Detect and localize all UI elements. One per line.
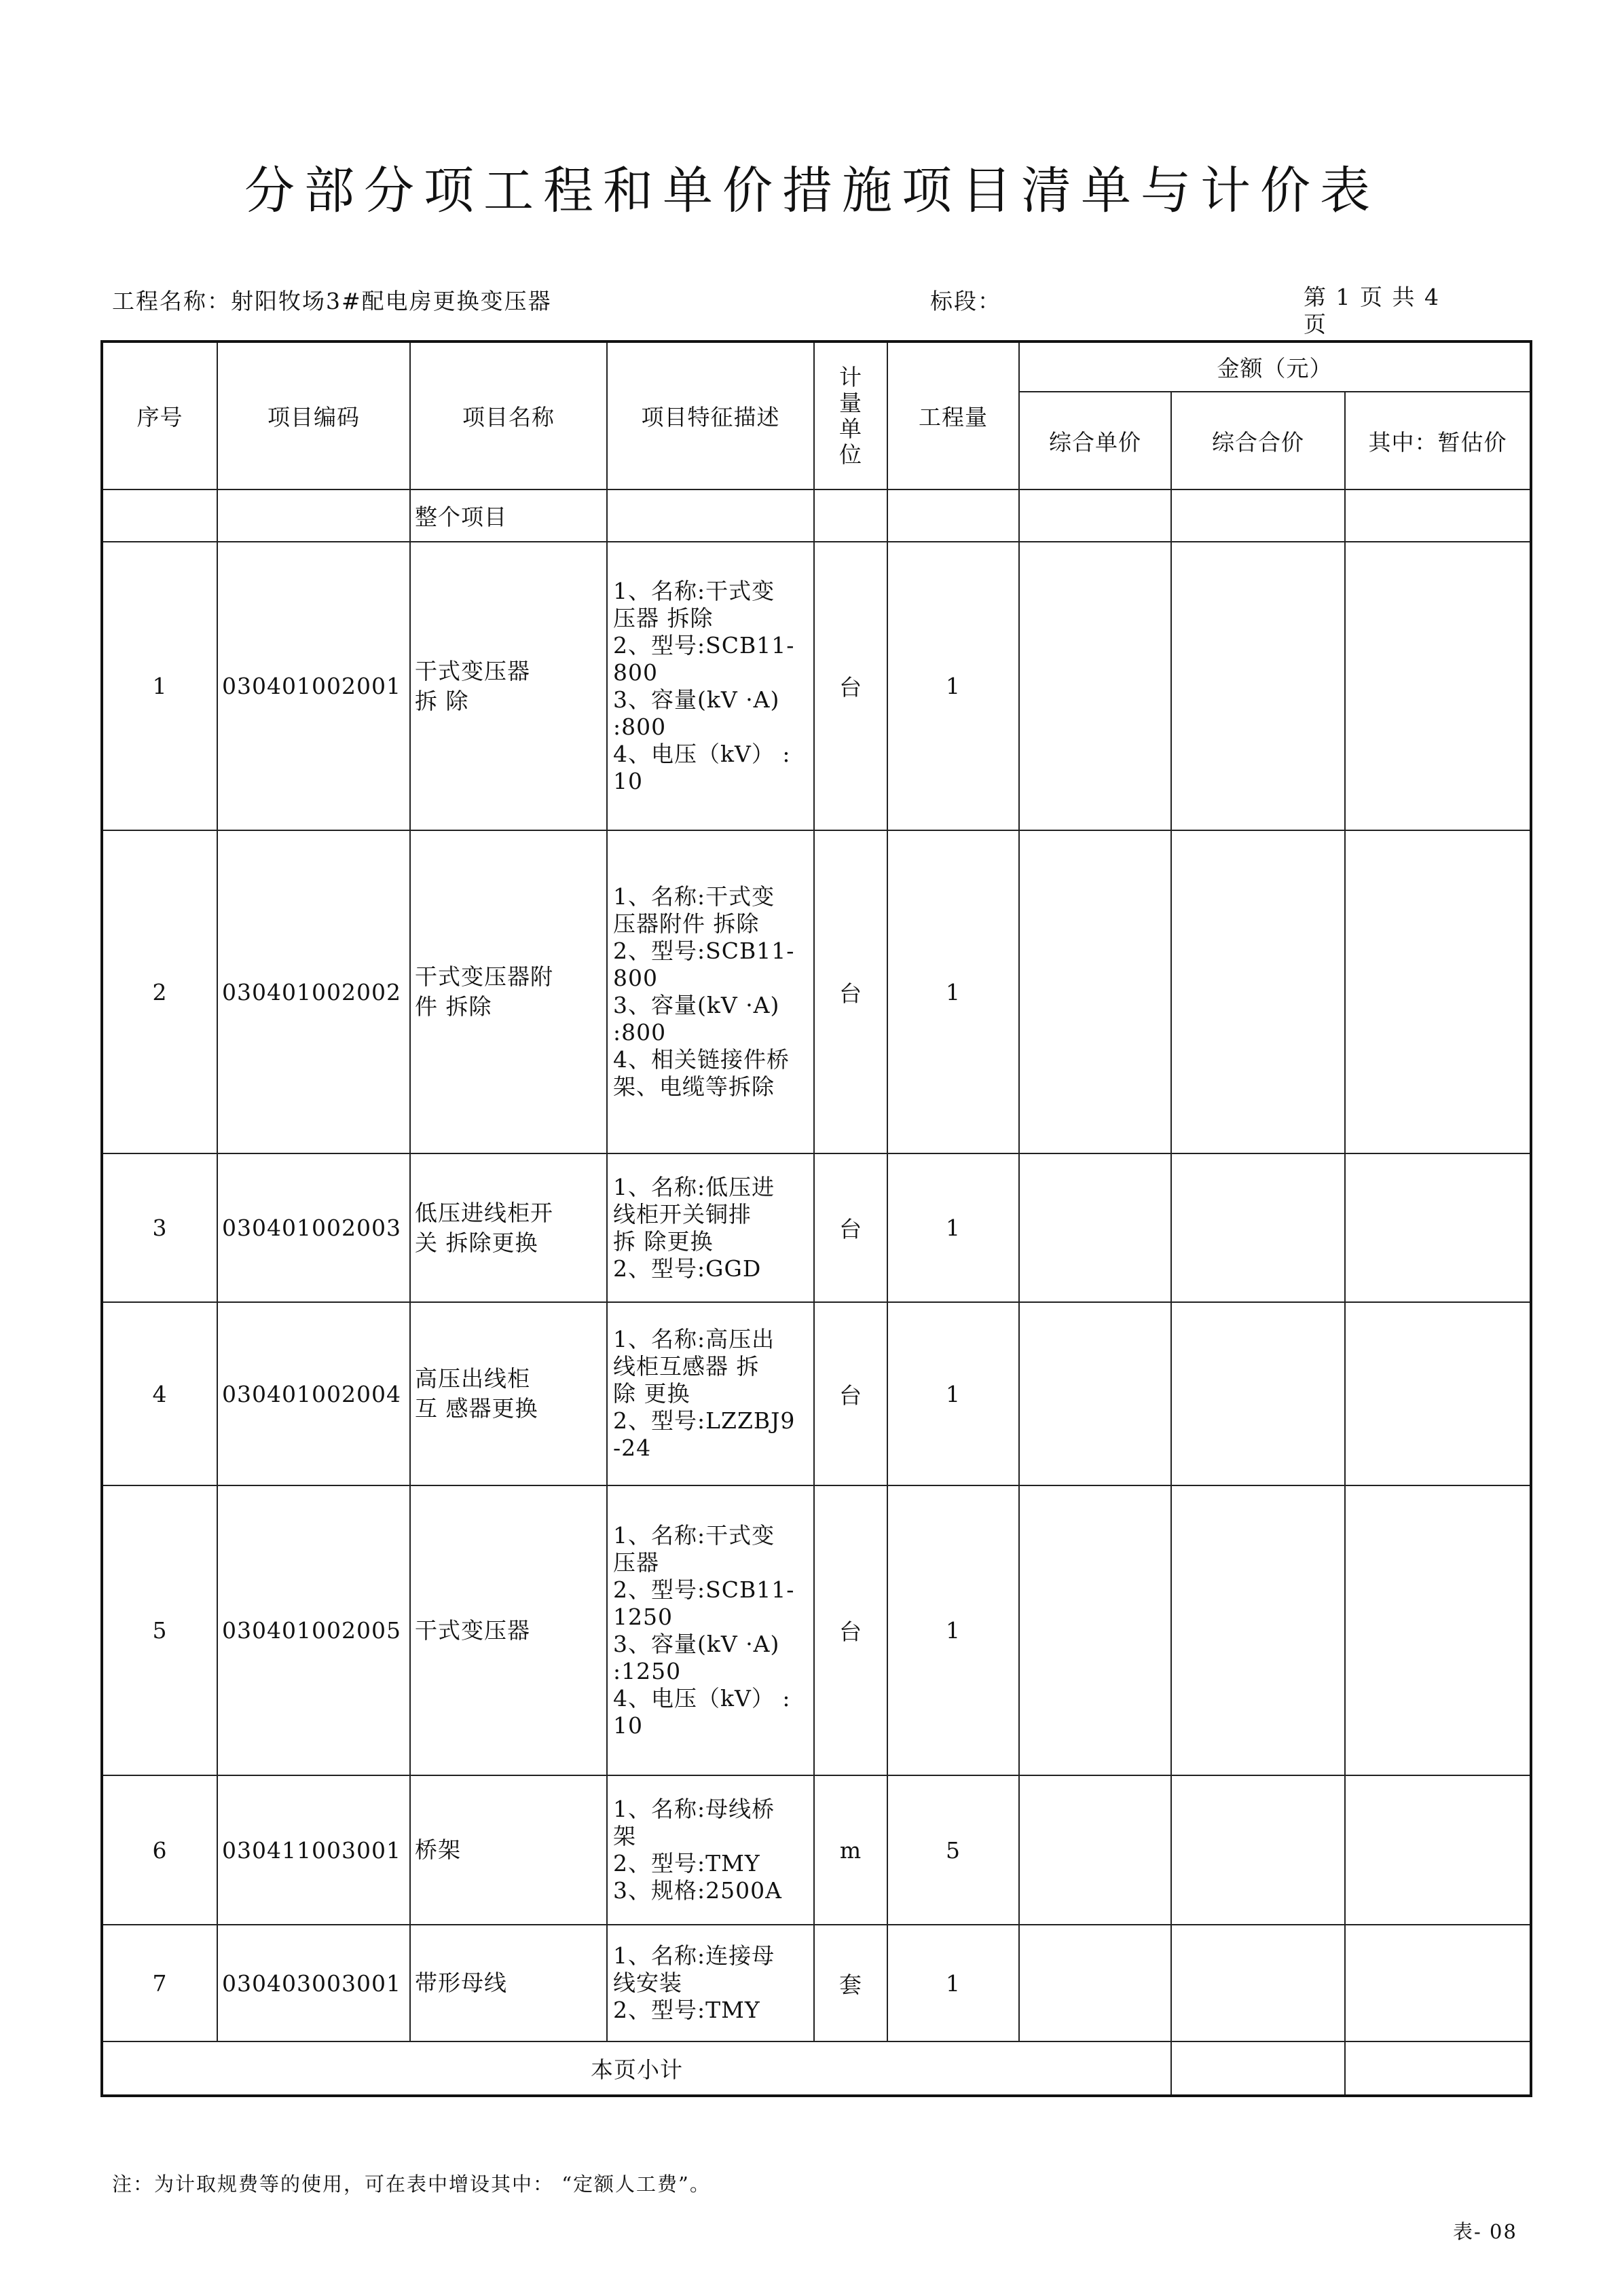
row-desc: 1、名称:低压进 线柜开关铜排 拆 除更换 2、型号:GGD (607, 1153, 814, 1302)
row-seq: 1 (102, 542, 217, 830)
row-name: 高压出线柜 互 感器更换 (410, 1302, 607, 1485)
page-title: 分部分项工程和单价措施项目清单与计价表 (244, 162, 1380, 220)
row-seq: 7 (102, 1925, 217, 2041)
row-name: 低压进线柜开 关 拆除更换 (410, 1153, 607, 1302)
row-seq: 5 (102, 1485, 217, 1775)
row-unit-price (1019, 830, 1171, 1153)
table-row (102, 1485, 1531, 1775)
row-unit: m (814, 1775, 887, 1925)
row-seq: 4 (102, 1302, 217, 1485)
row-total-price (1171, 1302, 1345, 1485)
row-unit: 台 (814, 542, 887, 830)
row-unit-price (1019, 1925, 1171, 2041)
table-row (102, 1153, 1531, 1302)
table-row (102, 830, 1531, 1153)
header-total-price: 综合合价 (1171, 392, 1345, 489)
row-qty: 1 (887, 1153, 1019, 1302)
row-total-price (1171, 542, 1345, 830)
row-seq: 6 (102, 1775, 217, 1925)
row-qty: 1 (887, 1485, 1019, 1775)
row-desc: 1、名称:干式变 压器 拆除 2、型号:SCB11- 800 3、容量(kV ·A) :800 4、电压（kV） : 10 (607, 542, 814, 830)
row-desc: 1、名称:连接母 线安装 2、型号:TMY (607, 1925, 814, 2041)
row-estimate (1345, 1302, 1531, 1485)
header-estimate: 其中：暂估价 (1345, 392, 1531, 489)
row-unit: 台 (814, 1302, 887, 1485)
row-code: 030401002004 (217, 1302, 410, 1485)
row-unit-price (1019, 1302, 1171, 1485)
project-name: 工程名称：射阳牧场3#配电房更换变压器 (112, 288, 552, 314)
table-row (102, 1775, 1531, 1925)
row-unit-price (1019, 1775, 1171, 1925)
row-seq: 2 (102, 830, 217, 1153)
subtotal-row (102, 2041, 1531, 2096)
row-total-price (1171, 830, 1345, 1153)
row-unit-price (1019, 1485, 1171, 1775)
row-estimate (1345, 542, 1531, 830)
row-estimate (1345, 1775, 1531, 1925)
row-name: 桥架 (410, 1775, 607, 1925)
header-name: 项目名称 (410, 341, 607, 489)
subtotal-label: 本页小计 (102, 2041, 1171, 2096)
row-code: 030401002002 (217, 830, 410, 1153)
header-seq: 序号 (102, 341, 217, 489)
header-code: 项目编码 (217, 341, 410, 489)
row-seq: 3 (102, 1153, 217, 1302)
row-total-price (1171, 1925, 1345, 2041)
row-qty: 1 (887, 1925, 1019, 2041)
page-info-line2: 页 (1304, 311, 1327, 337)
row-unit: 台 (814, 1153, 887, 1302)
row-desc: 1、名称:母线桥 架 2、型号:TMY 3、规格:2500A (607, 1775, 814, 1925)
header-unit-price: 综合单价 (1019, 392, 1171, 489)
row-code: 030401002003 (217, 1153, 410, 1302)
row-name: 带形母线 (410, 1925, 607, 2041)
header-unit-text: 计量单位 (839, 363, 862, 468)
table-row (102, 1925, 1531, 2041)
group-row-label: 整个项目 (410, 489, 607, 542)
row-qty: 1 (887, 1302, 1019, 1485)
row-code: 030401002005 (217, 1485, 410, 1775)
footnote: 注：为计取规费等的使用，可在表中增设其中： “定额人工费”。 (112, 2173, 711, 2196)
form-number: 表- 08 (1453, 2220, 1517, 2243)
header-unit (814, 341, 887, 489)
row-unit: 台 (814, 830, 887, 1153)
row-estimate (1345, 1485, 1531, 1775)
section-label: 标段： (930, 288, 1001, 314)
bill-table (100, 340, 1532, 2097)
row-total-price (1171, 1775, 1345, 1925)
row-estimate (1345, 830, 1531, 1153)
row-code: 030403003001 (217, 1925, 410, 2041)
row-desc: 1、名称:干式变 压器附件 拆除 2、型号:SCB11- 800 3、容量(kV ·A) :800 4、相关链接件桥 架、电缆等拆除 (607, 830, 814, 1153)
row-name: 干式变压器 (410, 1485, 607, 1775)
row-name: 干式变压器 拆 除 (410, 542, 607, 830)
group-row (102, 489, 1531, 542)
row-qty: 1 (887, 542, 1019, 830)
row-unit: 套 (814, 1925, 887, 2041)
row-code: 030401002001 (217, 542, 410, 830)
row-estimate (1345, 1153, 1531, 1302)
row-code: 030411003001 (217, 1775, 410, 1925)
row-desc: 1、名称:干式变 压器 2、型号:SCB11- 1250 3、容量(kV ·A) :1250 4、电压（kV） : 10 (607, 1485, 814, 1775)
row-qty: 5 (887, 1775, 1019, 1925)
row-total-price (1171, 1485, 1345, 1775)
page-info-line1: 第 1 页 共 4 (1304, 284, 1440, 310)
row-total-price (1171, 1153, 1345, 1302)
subtotal-total-price (1171, 2041, 1345, 2096)
row-qty: 1 (887, 830, 1019, 1153)
row-estimate (1345, 1925, 1531, 2041)
row-name: 干式变压器附 件 拆除 (410, 830, 607, 1153)
row-desc: 1、名称:高压出 线柜互感器 拆 除 更换 2、型号:LZZBJ9 -24 (607, 1302, 814, 1485)
table-row (102, 542, 1531, 830)
header-amount: 金额（元） (1019, 341, 1531, 392)
header-qty: 工程量 (887, 341, 1019, 489)
row-unit-price (1019, 1153, 1171, 1302)
page-info (1304, 284, 1514, 338)
header-desc: 项目特征描述 (607, 341, 814, 489)
row-unit: 台 (814, 1485, 887, 1775)
subtotal-estimate (1345, 2041, 1531, 2096)
table-row (102, 1302, 1531, 1485)
row-unit-price (1019, 542, 1171, 830)
